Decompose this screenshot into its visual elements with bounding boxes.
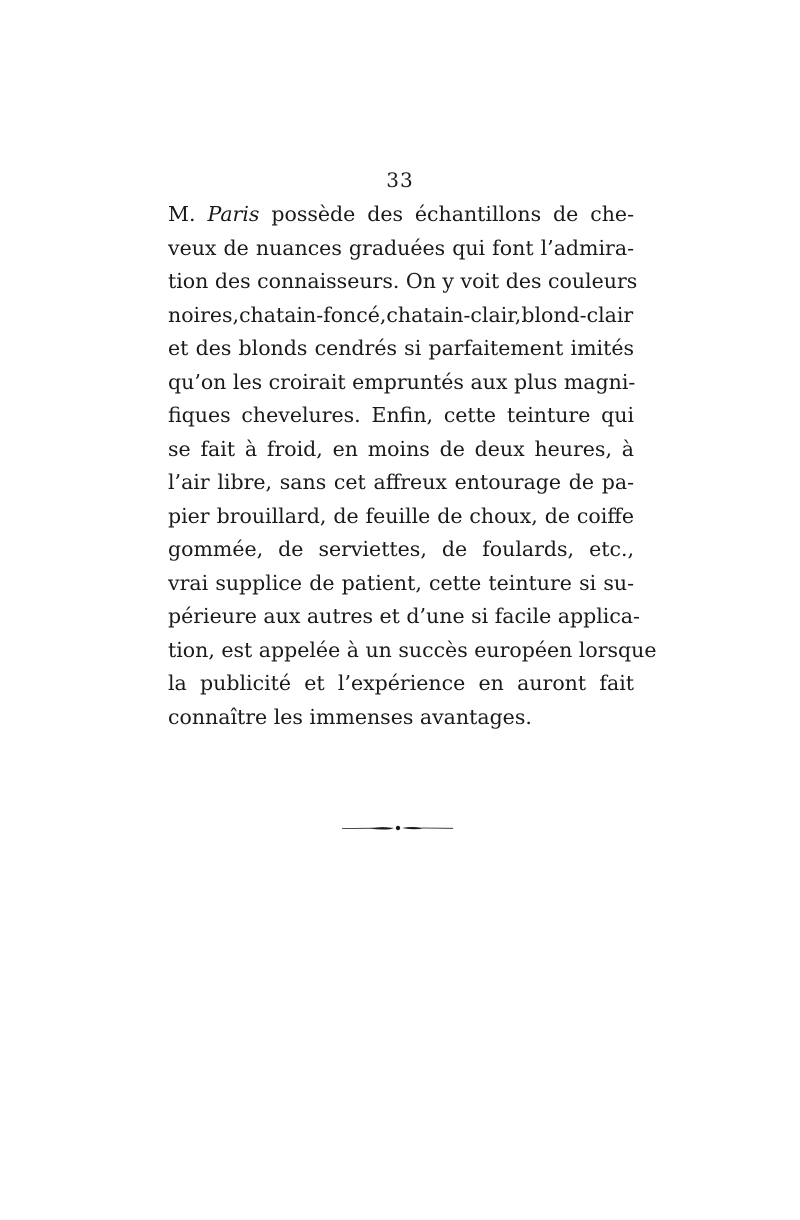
text-line: fiques chevelures. Enfin, cette teinture qui [168,403,634,427]
text-line: tion des connaisseurs. On y voit des couleurs [168,269,638,293]
text-line: la publicité et l’expérience en auront fait [168,671,634,695]
body-paragraph [168,198,657,734]
tailpiece-ornament-icon [340,824,455,832]
text-line-last: connaître les immenses avantages. [168,704,532,729]
text-line: et des blonds cendrés si parfaitement imités [168,336,634,360]
text-line: veux de nuances graduées qui font l’admira- [168,235,634,260]
text-line: l’air libre, sans cet affreux entourage de pa- [168,470,634,494]
text-line: périeure aux autres et d’une si facile applica- [168,604,640,628]
text-line: tion, est appelée à un succès européen lorsque [168,637,657,662]
text-line: noires,chatain-foncé,chatain-clair,blond-clair [168,302,634,327]
italic-name: Paris [207,202,260,226]
text-line: M. Paris possède des échantillons de che- [168,202,634,226]
page-number: 33 [386,168,414,192]
text-line: qu’on les croirait empruntés aux plus magni- [168,369,636,394]
text-line: gommée, de serviettes, de foulards, etc., [168,537,634,561]
text-line: pier brouillard, de feuille de choux, de coiffe [168,503,634,528]
text-line: se fait à froid, en moins de deux heures, à [168,436,634,461]
text-line: vrai supplice de patient, cette teinture si su- [168,570,634,595]
